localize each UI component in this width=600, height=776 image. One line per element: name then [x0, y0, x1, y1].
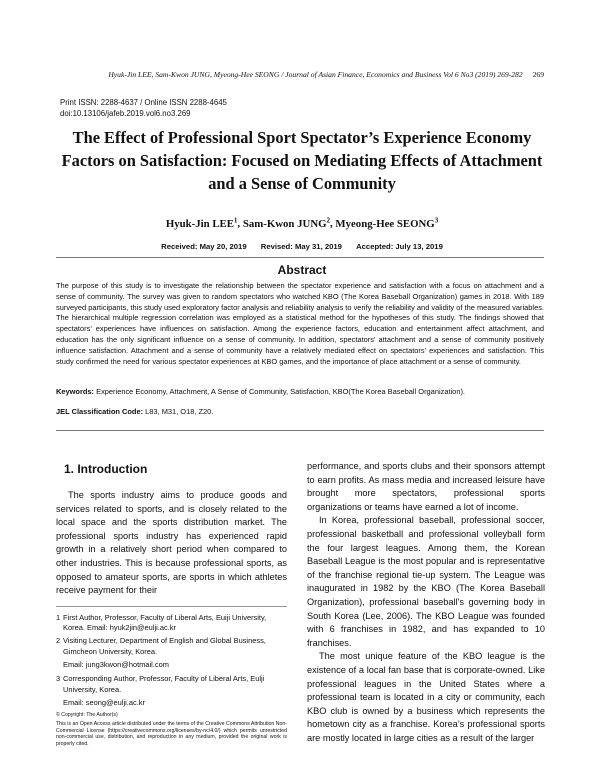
footnote-1 [56, 613, 287, 634]
issn-block [60, 98, 227, 119]
jel-label: JEL Classification Code: [56, 407, 144, 416]
author-list: Hyuk-Jin LEE$^1$, Sam-Kwon JUNG$^2$, Myeong-Hee SEONG$^3$ [165, 216, 439, 230]
abstract-bottom-rule [56, 430, 544, 431]
footnote-3-number: 3 [56, 674, 61, 684]
abstract-body: The purpose of this study is to investigate the relationship between the spectator experience and satisfaction with a focus on attachment and a sense of community. The survey was given to random spectators who watched KBO (The Korea Baseball Organization) games in 2018. With 189 surveyed participants, this study used exploratory factor analysis and reliability analysis to verify the reliability and validity of the measured variables. The hierarchical multiple regression correlation was employed as a statistical method for the hypotheses of this study. The findings showed that spectators’ experiences have influences on satisfaction. Among the experience factors, education and entertainment affect attachment, and education has the only significant influence on a sense of community. In addition, spectators’ attachment and a sense of community positively influence satisfaction. Attachment and a sense of community have a relatively mediated effect on spectators’ experiences and satisfaction. This study confirmed the need for various spectator experiences at KBO games, and the importance of place attachment or a sense of community. [56, 281, 544, 366]
footnote-2 [56, 636, 287, 657]
jel-codes [56, 407, 544, 416]
keywords-label: Keywords: [56, 387, 95, 396]
footnote-2-email: Email: jung3kwon@hotmail.com [63, 659, 169, 669]
copyright-line: © Copyright: The Author(s) [56, 712, 118, 719]
footnote-2-text: Visiting Lecturer, Department of English and Global Business, Gimcheon University, Korea. [63, 636, 266, 656]
footnote-3-text: Corresponding Author, Professor, Faculty of Liberal Arts, Eulji University, Korea. [63, 674, 265, 694]
issn-line: Print ISSN: 2288-4637 / Online ISSN 2288-4645 [60, 98, 227, 107]
title-line-3: and a Sense of Community [208, 174, 396, 193]
license-text: This is an Open Access article distributed under the terms of the Creative Commons Attribution Non-Commercial License (https://creativecommons.org/licenses/by-nc/4.0/) which permits unrestricted non-commercial use, distribution, and reproduction in any medium, provided the original work is properly cited. [56, 720, 287, 747]
author-2-name: Sam-Kwon JUNG [242, 217, 327, 230]
footnote-1-number: 1 [56, 612, 61, 622]
author-2 [243, 218, 330, 230]
author-3 [335, 218, 438, 230]
left-body-text [56, 489, 287, 598]
author-2-sup: 2 [326, 216, 331, 224]
author-3-name: Myeong-Hee SEONG [335, 217, 435, 230]
revised-date: Revised: May 31, 2019 [260, 242, 342, 251]
abstract-top-rule [56, 257, 544, 258]
running-head-text: Hyuk-Jin LEE, Sam-Kwon JUNG, Myeong-Hee SEONG / Journal of Asian Finance, Economics and Business Vol 6 No3 (2019) 269-282 [108, 70, 523, 79]
keywords-text: Experience Economy, Attachment, A Sense of Community, Satisfaction, KBO(The Korea Baseball Organization). [96, 387, 465, 396]
right-body-text [307, 460, 545, 745]
footnote-3 [56, 674, 287, 695]
author-1 [166, 218, 238, 230]
intro-paragraph-2: In Korea, professional baseball, professional soccer, professional basketball and professional volleyball form the four largest leagues. Among them, the Korean Baseball League is the most popular and is representative of the franchise regional tie-up system. The League was inaugurated in 1982 by the KBO (The Korea Baseball Organization), professional baseball's governing body in South Korea (Lee, 2006). The KBO League was founded with 6 franchises in 1982, and has expanded to 10 franchises. [307, 515, 545, 648]
title-line-1: The Effect of Professional Sport Spectator’s Experience Economy [72, 128, 532, 147]
jel-text: L83, M31, O18, Z20. [145, 407, 214, 416]
left-column [56, 460, 287, 747]
footnote-3-email: Email: seong@eulji.ac.kr [63, 697, 145, 707]
doi-line: doi:10.13106/jafeb.2019.vol6.no3.269 [60, 108, 191, 118]
accepted-date: Accepted: July 13, 2019 [356, 242, 443, 251]
intro-paragraph-continued: performance, and sports clubs and their sponsors attempt to earn profits. As mass media and increased leisure have brought more spectators, professional sports organizations or teams have earned a lot of income. [307, 461, 545, 512]
keywords [56, 387, 544, 396]
footnotes [56, 613, 287, 748]
paper-title [60, 126, 544, 195]
received-date: Received: May 20, 2019 [161, 242, 247, 251]
footnote-1-text: First Author, Professor, Faculty of Liberal Arts, Euiji University, Korea. Email: hyuk2jin@eulji.ac.kr [63, 612, 267, 633]
intro-paragraph-3: The most unique feature of the KBO league is the existence of a local fan base that is corporate-owned. Like professional leagues in the United States where a professional team is located in a city or community, each KBO club is owned by a business which represents the hometown city as a franchise. Korea’s professional sports are mostly located in large cities as a result of the larger [307, 651, 545, 743]
right-column [307, 460, 545, 745]
footnote-rule [56, 606, 287, 607]
publication-dates [60, 242, 544, 251]
abstract-heading: Abstract [277, 263, 327, 277]
section-heading-introduction: 1. Introduction [64, 462, 148, 476]
title-line-2: Factors on Satisfaction: Focused on Mediating Effects of Attachment [61, 151, 543, 170]
page-number: 269 [532, 70, 544, 79]
author-3-sup: 3 [434, 216, 439, 224]
author-1-sup: 1 [233, 216, 238, 224]
author-1-name: Hyuk-Jin LEE [165, 217, 234, 230]
footnote-2-number: 2 [56, 636, 61, 646]
running-head [60, 70, 544, 79]
intro-paragraph-1: The sports industry aims to produce goods and services related to sports, and is closely related to the local space and the sports distribution market. The professional sports industry has experienced rapid growth in a relatively short period when compared to other industries. This is because professional sports, as opposed to amateur sports, are sports in which athletes receive payment for their [56, 490, 287, 596]
